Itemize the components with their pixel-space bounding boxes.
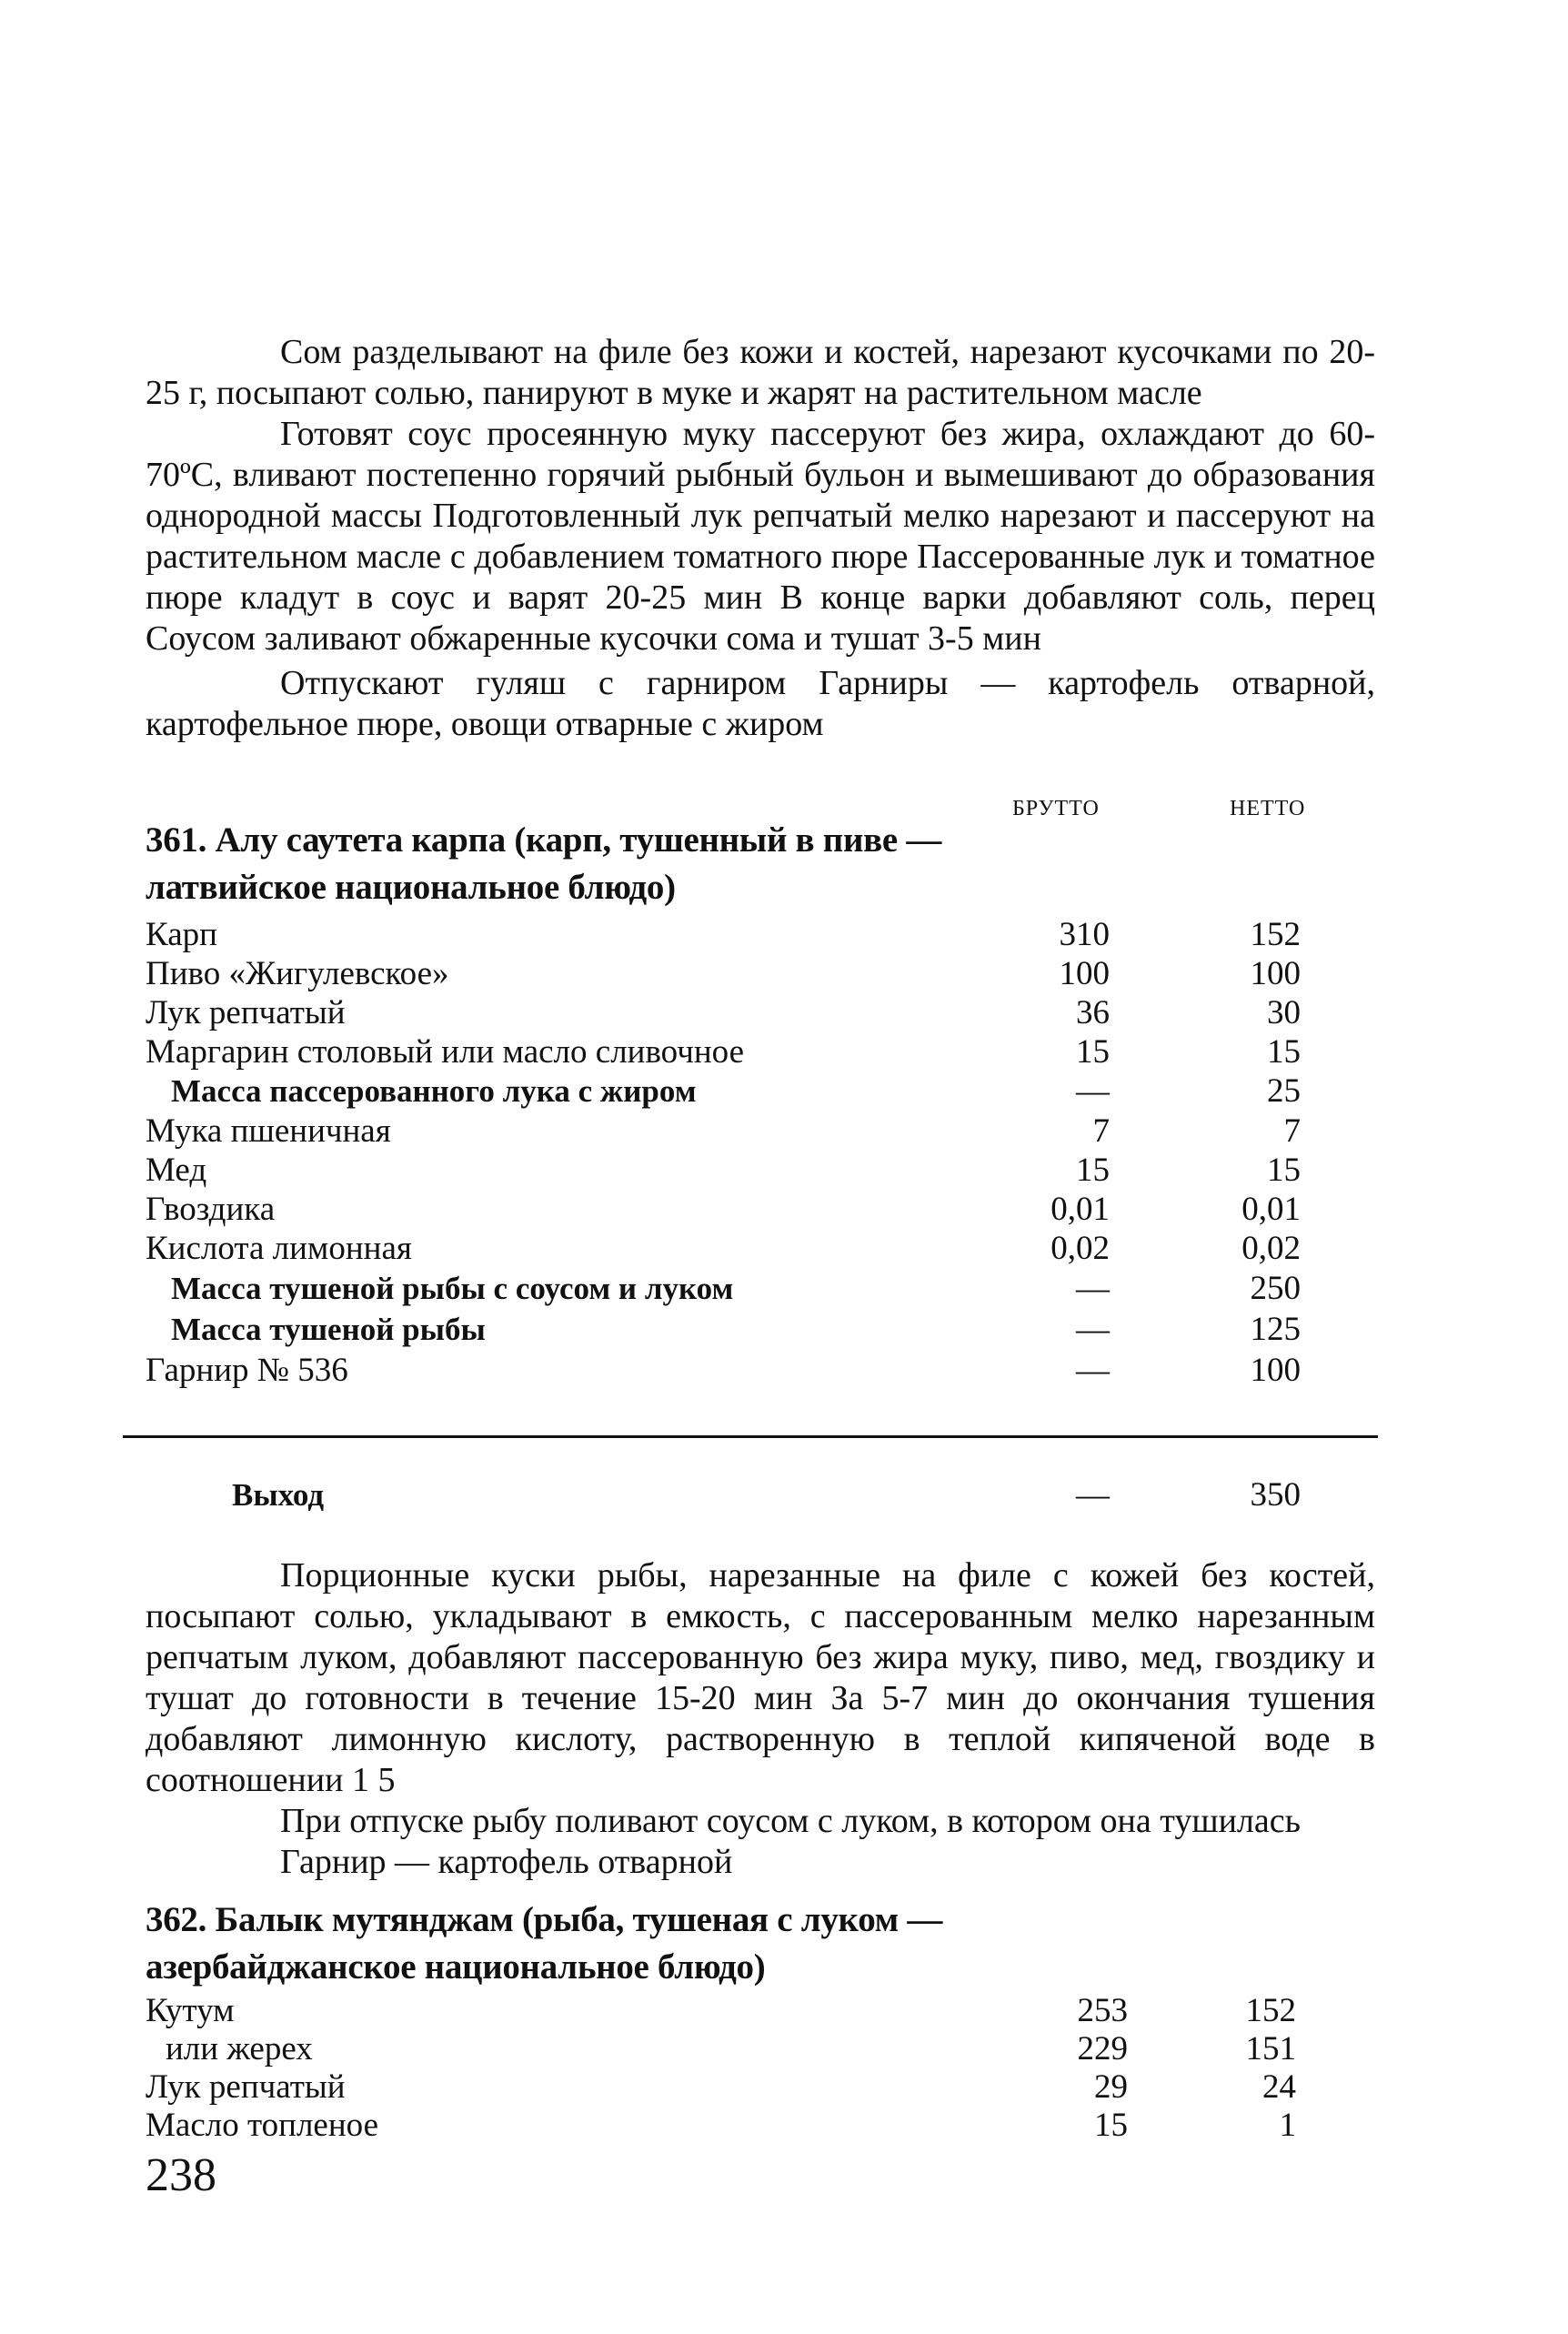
recipe-361-title-block xyxy=(146,817,1375,911)
ingredient-netto: 25 xyxy=(1267,1072,1301,1110)
ingredient-row xyxy=(146,1229,1375,1269)
ingredient-netto: 15 xyxy=(1267,1152,1301,1189)
yield-brutto: — xyxy=(1076,1476,1110,1514)
yield-label: Выход xyxy=(232,1477,325,1513)
column-header-netto: НЕТТО xyxy=(1230,797,1306,820)
method-paragraph-1: Порционные куски рыбы, нарезанные на филе с кожей без костей, посыпают солью, укладывают в емкость, с пассерованным мелко нарезанным репчатым луком, добавляют пассерованную без жира муку, пиво, мед, гвоздику и тушат до готовности в течение 15-20 мин За 5-7 мин до окончания тушения добавляют лимонную кислоту, растворенную в теплой кипяченой воде в соотношении 1 5 xyxy=(146,1556,1375,1799)
ingredient-name: Кислота лимонная xyxy=(146,1230,412,1267)
ingredient-netto: 0,01 xyxy=(1241,1191,1301,1228)
ingredient-brutto: 15 xyxy=(1076,1033,1110,1071)
ingredient-brutto: — xyxy=(1076,1072,1110,1110)
ingredient-brutto: — xyxy=(1076,1270,1110,1307)
ingredient-row xyxy=(146,915,1375,955)
ingredient-row xyxy=(146,1351,1375,1391)
ingredient-name: Масса тушеной рыбы с соусом и луком xyxy=(171,1271,734,1306)
yield-netto: 350 xyxy=(1250,1476,1301,1514)
ingredient-row-subtotal xyxy=(146,1269,1375,1309)
ingredient-netto: 7 xyxy=(1283,1112,1301,1150)
ingredient-brutto: 15 xyxy=(1094,2107,1128,2144)
ingredient-row xyxy=(146,1112,1375,1152)
ingredient-name: Лук репчатый xyxy=(146,2068,346,2106)
ingredient-name: Масса пассерованного лука с жиром xyxy=(171,1073,697,1109)
ingredient-brutto: 253 xyxy=(1077,1992,1128,2029)
ingredient-row xyxy=(146,1151,1375,1191)
ingredient-row-subtotal xyxy=(146,1310,1375,1350)
ingredient-name: Кутум xyxy=(146,1992,235,2029)
ingredient-brutto: 29 xyxy=(1094,2068,1128,2106)
recipe-361-method xyxy=(146,1555,1375,1883)
page-number: 238 xyxy=(146,2149,216,2201)
ingredient-row xyxy=(146,1190,1375,1230)
ingredient-row xyxy=(146,1991,1375,2031)
column-header-brutto: БРУТТО xyxy=(1012,797,1100,820)
ingredient-row-subtotal xyxy=(146,1071,1375,1112)
ingredient-name: или жерех xyxy=(166,2030,313,2067)
ingredient-brutto: — xyxy=(1076,1352,1110,1389)
intro-paragraph-1: Сом разделывают на филе без кожи и костей, нарезают кусочками по 20-25 г, посыпают солью, панируют в муке и жарят на растительном масле xyxy=(146,333,1375,412)
ingredient-netto: 1 xyxy=(1279,2107,1296,2144)
ingredient-netto: 100 xyxy=(1250,955,1301,992)
ingredient-brutto: 0,01 xyxy=(1050,1191,1110,1228)
ingredient-name: Мука пшеничная xyxy=(146,1112,391,1150)
intro-paragraph-2: Готовят соус просеянную муку пассеруют без жира, охлаждают до 60-70ºС, вливают постепенно горячий рыбный бульон и вымешивают до образования однородной массы Подготовленный лук репчатый мелко нарезают и пассеруют на растительном масле с добавлением томатного пюре Пассерованные лук и томатное пюре кладут в соус и варят 20-25 мин В конце варки добавляют соль, перец Соусом заливают обжаренные кусочки сома и тушат 3-5 мин xyxy=(146,415,1375,658)
intro-paragraph-3: Отпускают гуляш с гарниром Гарниры — картофель отварной, картофельное пюре, овощи отварные с жиром xyxy=(146,664,1375,743)
ingredient-brutto: 7 xyxy=(1092,1112,1110,1150)
ingredient-brutto: 310 xyxy=(1059,916,1110,953)
ingredient-netto: 15 xyxy=(1267,1033,1301,1071)
yield-row xyxy=(146,1475,1375,1515)
ingredient-name: Масса тушеной рыбы xyxy=(171,1312,486,1347)
method-paragraph-2: При отпуске рыбу поливают соусом с луком, в котором она тушилась xyxy=(280,1802,1301,1840)
ingredient-row xyxy=(146,2067,1375,2108)
ingredient-name: Гвоздика xyxy=(146,1191,276,1228)
method-paragraph-3: Гарнир — картофель отварной xyxy=(280,1843,733,1881)
recipe-362-title: 362. Балык мутянджам (рыба, тушеная с луком — азербайджанское национальное блюдо) xyxy=(146,1900,943,1987)
intro-text xyxy=(146,332,1375,745)
ingredient-brutto: — xyxy=(1076,1311,1110,1348)
ingredient-name: Карп xyxy=(146,916,217,953)
ingredient-row xyxy=(146,2029,1375,2069)
ingredient-row xyxy=(146,954,1375,994)
ingredient-brutto: 36 xyxy=(1076,994,1110,1031)
recipe-362-title-block xyxy=(146,1896,1375,1991)
ingredient-netto: 152 xyxy=(1250,916,1301,953)
ingredient-name: Мед xyxy=(146,1152,207,1189)
ingredient-brutto: 15 xyxy=(1076,1152,1110,1189)
ingredient-netto: 151 xyxy=(1245,2030,1296,2067)
ingredient-netto: 250 xyxy=(1250,1270,1301,1307)
ingredient-row xyxy=(146,2106,1375,2146)
ingredient-netto: 125 xyxy=(1250,1311,1301,1348)
ingredient-name: Гарнир № 536 xyxy=(146,1352,348,1389)
ingredient-netto: 0,02 xyxy=(1241,1230,1301,1267)
table-divider xyxy=(123,1435,1378,1438)
ingredient-row xyxy=(146,993,1375,1033)
ingredient-brutto: 0,02 xyxy=(1050,1230,1110,1267)
ingredient-netto: 24 xyxy=(1262,2068,1296,2106)
ingredient-name: Лук репчатый xyxy=(146,994,346,1031)
ingredient-name: Пиво «Жигулевское» xyxy=(146,955,449,992)
ingredient-row xyxy=(146,1032,1375,1072)
ingredient-netto: 30 xyxy=(1267,994,1301,1031)
ingredient-name: Маргарин столовый или масло сливочное xyxy=(146,1033,744,1071)
ingredient-brutto: 229 xyxy=(1077,2030,1128,2067)
ingredient-netto: 100 xyxy=(1250,1352,1301,1389)
ingredient-name: Масло топленое xyxy=(146,2107,379,2144)
ingredient-brutto: 100 xyxy=(1059,955,1110,992)
ingredient-netto: 152 xyxy=(1245,1992,1296,2029)
recipe-361-title: 361. Алу саутета карпа (карп, тушенный в пиве — латвийское национальное блюдо) xyxy=(146,820,942,907)
